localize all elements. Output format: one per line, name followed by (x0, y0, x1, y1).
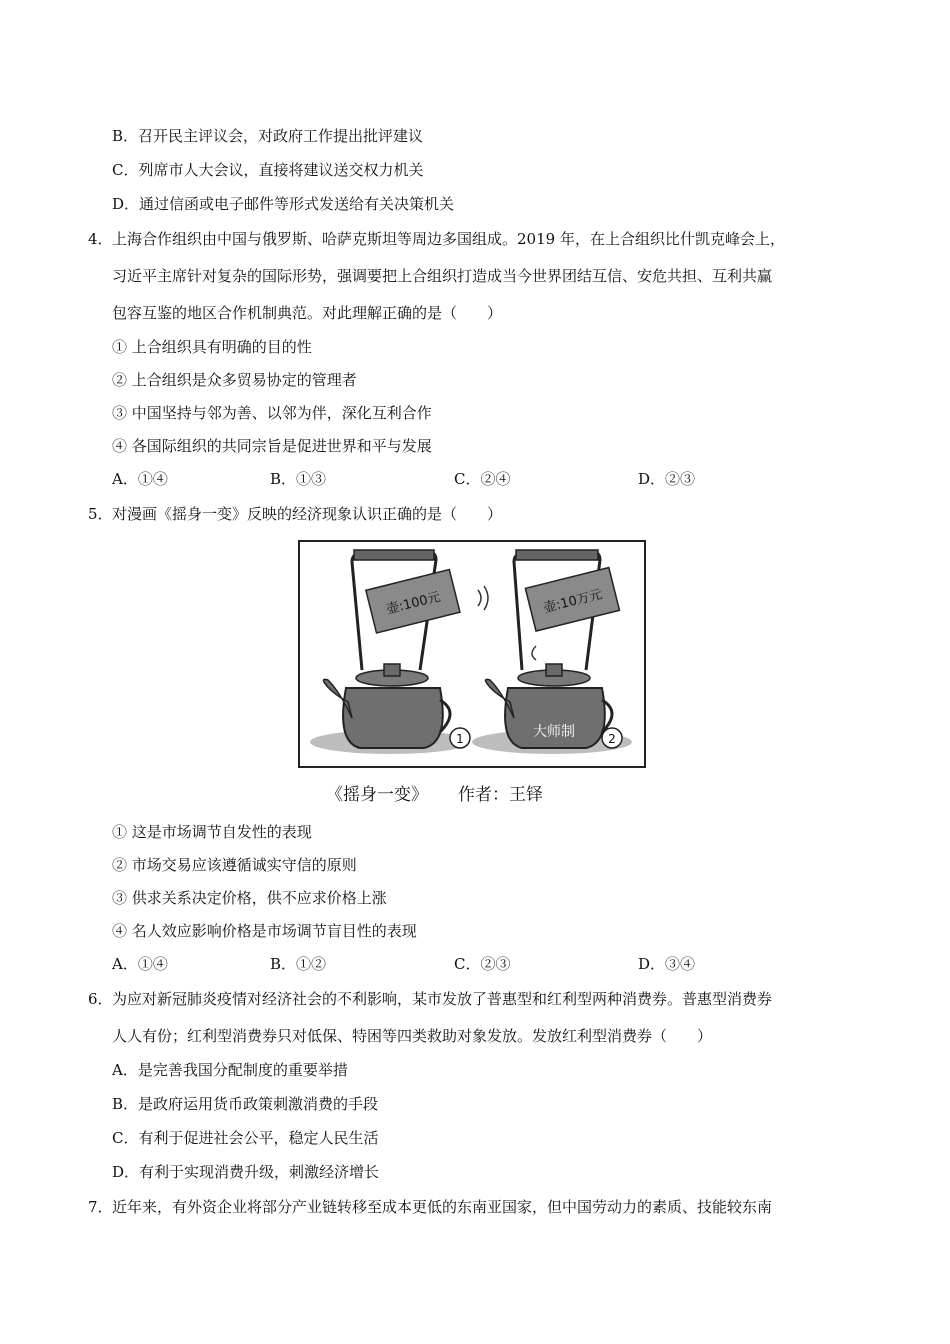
q4-choice-c: C．②④ (454, 470, 511, 488)
cartoon-caption-title: 《摇身一变》 (326, 785, 428, 805)
q5-choice-c: C．②③ (454, 955, 511, 973)
q5-statement-2: ② 市场交易应该遵循诚实守信的原则 (112, 856, 357, 874)
q4-stem-line-1: 上海合作组织由中国与俄罗斯、哈萨克斯坦等周边多国组成。2019 年，在上合组织比什凯克峰会上， (112, 230, 785, 248)
price-tag-2 (525, 568, 619, 631)
q4-stem-line-2: 习近平主席针对复杂的国际形势，强调要把上合组织打造成当今世界团结互信、安危共担、互利共赢 (112, 267, 773, 285)
q5-statement-1: ① 这是市场调节自发性的表现 (112, 823, 312, 841)
q5-stem: 对漫画《摇身一变》反映的经济现象认识正确的是（ ） (112, 505, 503, 523)
q4-choices (112, 469, 852, 489)
badge-1 (450, 728, 470, 748)
q4-choice-d: D．②③ (638, 470, 696, 488)
badge-2 (602, 728, 622, 748)
q6-option-b: B．是政府运用货币政策刺激消费的手段 (112, 1095, 379, 1113)
q5-choice-b: B．①② (270, 955, 327, 973)
q3-option-b: B．召开民主评议会，对政府工作提出批评建议 (112, 127, 424, 145)
q5-number: 5． (88, 505, 113, 523)
q4-statement-2: ② 上合组织是众多贸易协定的管理者 (112, 371, 357, 389)
q5-choice-a: A．①④ (112, 955, 168, 973)
svg-text:1: 1 (456, 732, 464, 746)
q5-choices (112, 954, 852, 974)
q6-option-d: D．有利于实现消费升级，刺激经济增长 (112, 1163, 380, 1181)
q4-choice-a: A．①④ (112, 470, 168, 488)
price-tag-2-text: 壶:10万元 (542, 587, 604, 617)
price-tag-1 (366, 570, 460, 633)
q6-number: 6． (88, 990, 113, 1008)
price-tag-1-text: 壶:100元 (384, 589, 443, 618)
q4-statement-4: ④ 各国际组织的共同宗旨是促进世界和平与发展 (112, 437, 432, 455)
q6-stem-line-1: 为应对新冠肺炎疫情对经济社会的不利影响，某市发放了普惠型和红利型两种消费券。普惠型消费券 (112, 990, 773, 1008)
cartoon-drawing (300, 542, 644, 766)
cartoon-image (298, 540, 646, 768)
q5-statement-3: ③ 供求关系决定价格，供不应求价格上涨 (112, 889, 387, 907)
q4-stem-line-3: 包容互鉴的地区合作机制典范。对此理解正确的是（ ） (112, 304, 503, 322)
q6-stem-line-2: 人人有份；红利型消费券只对低保、特困等四类救助对象发放。发放红利型消费券（ ） (112, 1027, 713, 1045)
q4-choice-b: B．①③ (270, 470, 327, 488)
q4-statement-1: ① 上合组织具有明确的目的性 (112, 338, 312, 356)
cartoon-caption-author: 作者：王铎 (458, 785, 543, 805)
q3-option-d: D．通过信函或电子邮件等形式发送给有关决策机关 (112, 195, 455, 213)
q6-option-c: C．有利于促进社会公平，稳定人民生活 (112, 1129, 379, 1147)
q5-choice-d: D．③④ (638, 955, 696, 973)
q7-stem-line-1: 近年来，有外资企业将部分产业链转移至成本更低的东南亚国家，但中国劳动力的素质、技能较东南 (112, 1198, 773, 1216)
q3-option-c: C．列席市人大会议，直接将建议送交权力机关 (112, 161, 424, 179)
q4-number: 4． (88, 230, 113, 248)
pot-label: 大师制 (533, 724, 575, 740)
q4-statement-3: ③ 中国坚持与邻为善、以邻为伴，深化互利合作 (112, 404, 432, 422)
q7-number: 7． (88, 1198, 113, 1216)
cartoon-caption (326, 784, 543, 806)
q6-option-a: A．是完善我国分配制度的重要举措 (112, 1061, 348, 1079)
svg-text:2: 2 (608, 732, 616, 746)
q5-statement-4: ④ 名人效应影响价格是市场调节盲目性的表现 (112, 922, 417, 940)
